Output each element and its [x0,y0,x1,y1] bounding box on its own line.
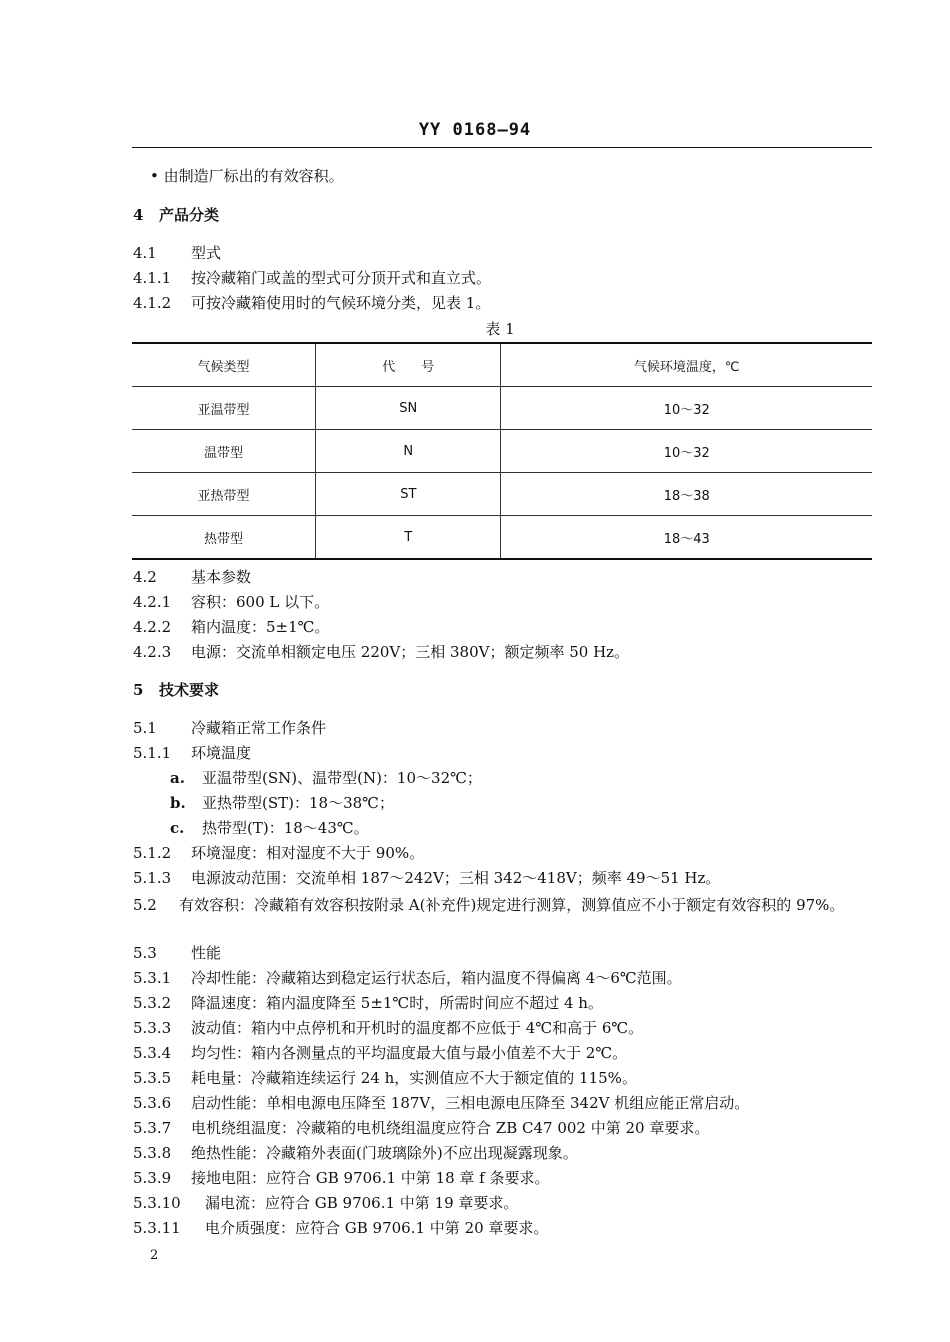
section-number: 4 [133,206,144,224]
standard-code-header: YY 0168—94 [418,120,532,140]
clause-5-3-2 [133,993,603,1013]
clause-number: 4.1.2 [133,294,172,312]
clause-4-1-1 [133,268,491,288]
clause-4-2-1 [133,592,329,612]
clause-number: 4.2.3 [133,643,172,661]
clause-text: 电介质强度：应符合 GB 9706.1 中第 20 章要求。 [205,1219,549,1237]
clause-text: 性能 [191,944,222,962]
clause-text: 按冷藏箱门或盖的型式可分顶开式和直立式。 [191,269,492,287]
clause-5-3-9 [133,1168,550,1188]
clause-4-2-2 [133,617,329,637]
section-title: 产品分类 [159,206,220,224]
clause-text: 可按冷藏箱使用时的气候环境分类，见表 1。 [191,294,491,312]
clause-number: 5.3.3 [133,1019,172,1037]
list-text: 亚温带型(SN)、温带型(N)：10～32℃； [202,769,482,787]
clause-text: 绝热性能：冷藏箱外表面(门玻璃除外)不应出现凝露现象。 [191,1144,578,1162]
clause-5-3-8 [133,1143,578,1163]
list-text: 亚热带型(ST)：18～38℃； [202,794,394,812]
clause-4-1 [133,243,221,263]
clause-text: 接地电阻：应符合 GB 9706.1 中第 18 章 f 条要求。 [191,1169,550,1187]
list-item-a [170,768,482,788]
clause-text: 有效容积：冷藏箱有效容积按附录 A(补充件)规定进行测算，测算值应不小于额定有效容积的 97%。 [179,896,845,914]
clause-text: 容积：600 L 以下。 [191,593,330,611]
clause-number: 5.3.6 [133,1094,172,1112]
clause-number: 5.3.1 [133,969,172,987]
section-5-heading [133,680,219,700]
table-cell: 18～43 [501,516,872,560]
list-marker: b. [170,794,186,812]
clause-5-3-1 [133,968,682,988]
clause-4-2 [133,567,251,587]
table-row [132,387,872,430]
table-cell: ST [316,473,501,516]
table-cell: SN [316,387,501,430]
list-item-c [170,818,369,838]
clause-text: 电源：交流单相额定电压 220V；三相 380V；额定频率 50 Hz。 [191,643,630,661]
clause-text: 漏电流：应符合 GB 9706.1 中第 19 章要求。 [205,1194,519,1212]
clause-number: 4.1 [133,244,157,262]
table-cell: 18～38 [501,473,872,516]
intro-bullet: • 由制造厂标出的有效容积。 [150,167,344,185]
clause-5-1-1 [133,743,251,763]
table-header-cell: 气候环境温度，℃ [501,343,872,387]
clause-number: 5.3.5 [133,1069,172,1087]
clause-number: 5.1.1 [133,744,172,762]
clause-text: 电机绕组温度：冷藏箱的电机绕组温度应符合 ZB C47 002 中第 20 章要求。 [191,1119,710,1137]
clause-text: 波动值：箱内中点停机和开机时的温度都不应低于 4℃和高于 6℃。 [191,1019,644,1037]
clause-5-1-3 [133,868,720,888]
list-text: 热带型(T)：18～43℃。 [202,819,369,837]
clause-text: 环境温度 [191,744,252,762]
clause-text: 基本参数 [191,568,252,586]
clause-text: 均匀性：箱内各测量点的平均温度最大值与最小值差不大于 2℃。 [191,1044,628,1062]
list-marker: c. [170,819,185,837]
section-number: 5 [133,681,144,699]
table-cell: 温带型 [132,430,316,473]
clause-number: 5.3.2 [133,994,172,1012]
list-item-b [170,793,394,813]
table-cell: 亚温带型 [132,387,316,430]
clause-number: 5.3.7 [133,1119,172,1137]
clause-5-3-10 [133,1193,518,1213]
list-marker: a. [170,769,185,787]
header-rule [132,147,872,148]
clause-number: 4.2.2 [133,618,172,636]
table-cell: 亚热带型 [132,473,316,516]
clause-number: 5.3.4 [133,1044,172,1062]
table-header-cell: 代 号 [316,343,501,387]
clause-5-3-5 [133,1068,637,1088]
table-cell: N [316,430,501,473]
clause-number: 5.1.2 [133,844,172,862]
table-cell: 10～32 [501,387,872,430]
table-cell: 10～32 [501,430,872,473]
clause-number: 5.3.8 [133,1144,172,1162]
clause-number: 5.3.11 [133,1219,181,1237]
table-cell: T [316,516,501,560]
clause-number: 4.2.1 [133,593,172,611]
clause-5-3-4 [133,1043,627,1063]
clause-5-3-7 [133,1118,709,1138]
clause-text: 箱内温度：5±1℃。 [191,618,330,636]
clause-text: 型式 [191,244,222,262]
table-row [132,430,872,473]
table-row [132,516,872,560]
clause-5-3-3 [133,1018,643,1038]
clause-4-2-3 [133,642,629,662]
clause-text: 耗电量：冷藏箱连续运行 24 h，实测值应不大于额定值的 115%。 [191,1069,637,1087]
clause-4-1-2 [133,293,490,313]
clause-text: 冷却性能：冷藏箱达到稳定运行状态后，箱内温度不得偏离 4～6℃范围。 [191,969,682,987]
table-caption: 表 1 [485,320,515,338]
clause-5-3-6 [133,1093,749,1113]
clause-5-1-2 [133,843,424,863]
clause-number: 4.1.1 [133,269,172,287]
clause-text: 环境湿度：相对湿度不大于 90%。 [191,844,425,862]
clause-text: 电源波动范围：交流单相 187～242V；三相 342～418V；频率 49～51 Hz。 [191,869,721,887]
section-title: 技术要求 [159,681,220,699]
clause-number: 5.3 [133,944,157,962]
section-4-heading [133,205,219,225]
clause-number: 5.3.10 [133,1194,181,1212]
clause-5-3 [133,943,221,963]
table-row [132,473,872,516]
clause-5-3-11 [133,1218,548,1238]
clause-text: 冷藏箱正常工作条件 [191,719,327,737]
page-number: 2 [150,1248,159,1263]
clause-text: 启动性能：单相电源电压降至 187V，三相电源电压降至 342V 机组应能正常启动。 [191,1094,750,1112]
clause-5-2 [133,893,873,918]
table-header-row [132,343,872,387]
climate-type-table [132,342,872,560]
clause-number: 5.2 [133,896,157,914]
clause-5-1 [133,718,326,738]
clause-number: 5.1.3 [133,869,172,887]
clause-number: 4.2 [133,568,157,586]
clause-text: 降温速度：箱内温度降至 5±1℃时，所需时间应不超过 4 h。 [191,994,603,1012]
table-cell: 热带型 [132,516,316,560]
clause-number: 5.1 [133,719,157,737]
clause-number: 5.3.9 [133,1169,172,1187]
table-header-cell: 气候类型 [132,343,316,387]
